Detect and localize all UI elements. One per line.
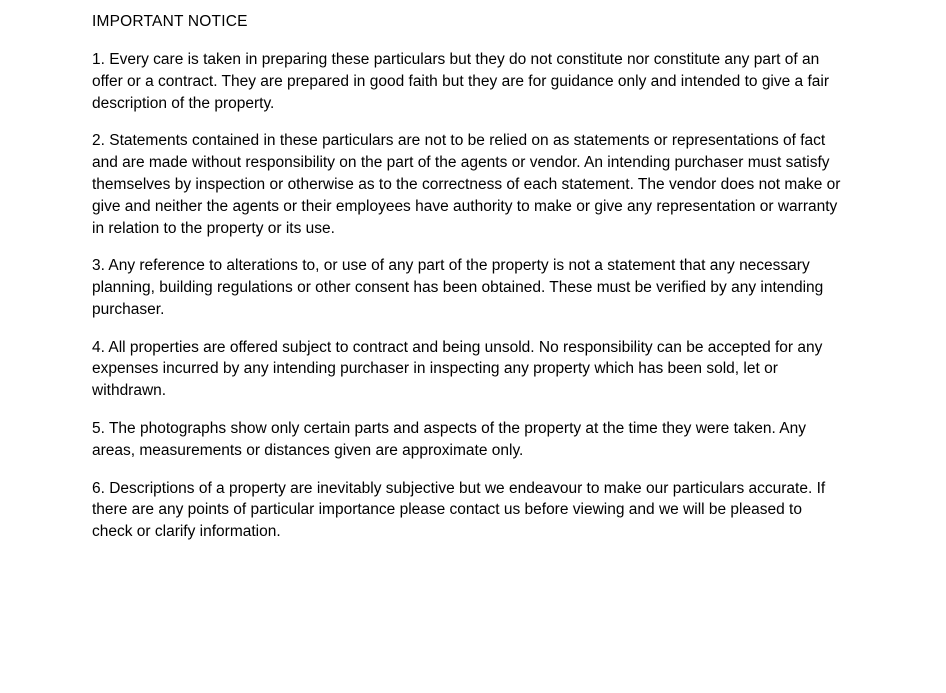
notice-clause-3: 3. Any reference to alterations to, or use of any part of the property is not a statement that any necessary planning, building regulations or other consent has been obtained. These must be verified by any intending purchaser. — [92, 257, 824, 318]
notice-clause-2: 2. Statements contained in these particulars are not to be relied on as statements or representations of fact and are made without responsibility on the part of the agents or vendor. An intending purchaser must satisfy themselves by inspection or otherwise as to the correctness of each statement. The vendor does not make or give and neither the agents or their employees have authority to make or give any representation or warranty in relation to the property or its use. — [92, 132, 841, 237]
notice-clause-6: 6. Descriptions of a property are inevitably subjective but we endeavour to make our particulars accurate. If there are any points of particular importance please contact us before viewing and we will be pleased to check or clarify information. — [92, 479, 826, 541]
page-title: IMPORTANT NOTICE — [92, 13, 248, 30]
notice-clause-1: 1. Every care is taken in preparing these particulars but they do not constitute nor constitute any part of an offer or a contract. They are prepared in good faith but they are for guidance only and intended to give a fair description of the property. — [92, 50, 830, 112]
notice-clause-5: 5. The photographs show only certain parts and aspects of the property at the time they were taken. Any areas, measurements or distances given are approximate only. — [92, 420, 806, 459]
notice-clause-4: 4. All properties are offered subject to contract and being unsold. No responsibility can be accepted for any expenses incurred by any intending purchaser in inspecting any property which has been sold, let or withdrawn. — [92, 338, 823, 400]
